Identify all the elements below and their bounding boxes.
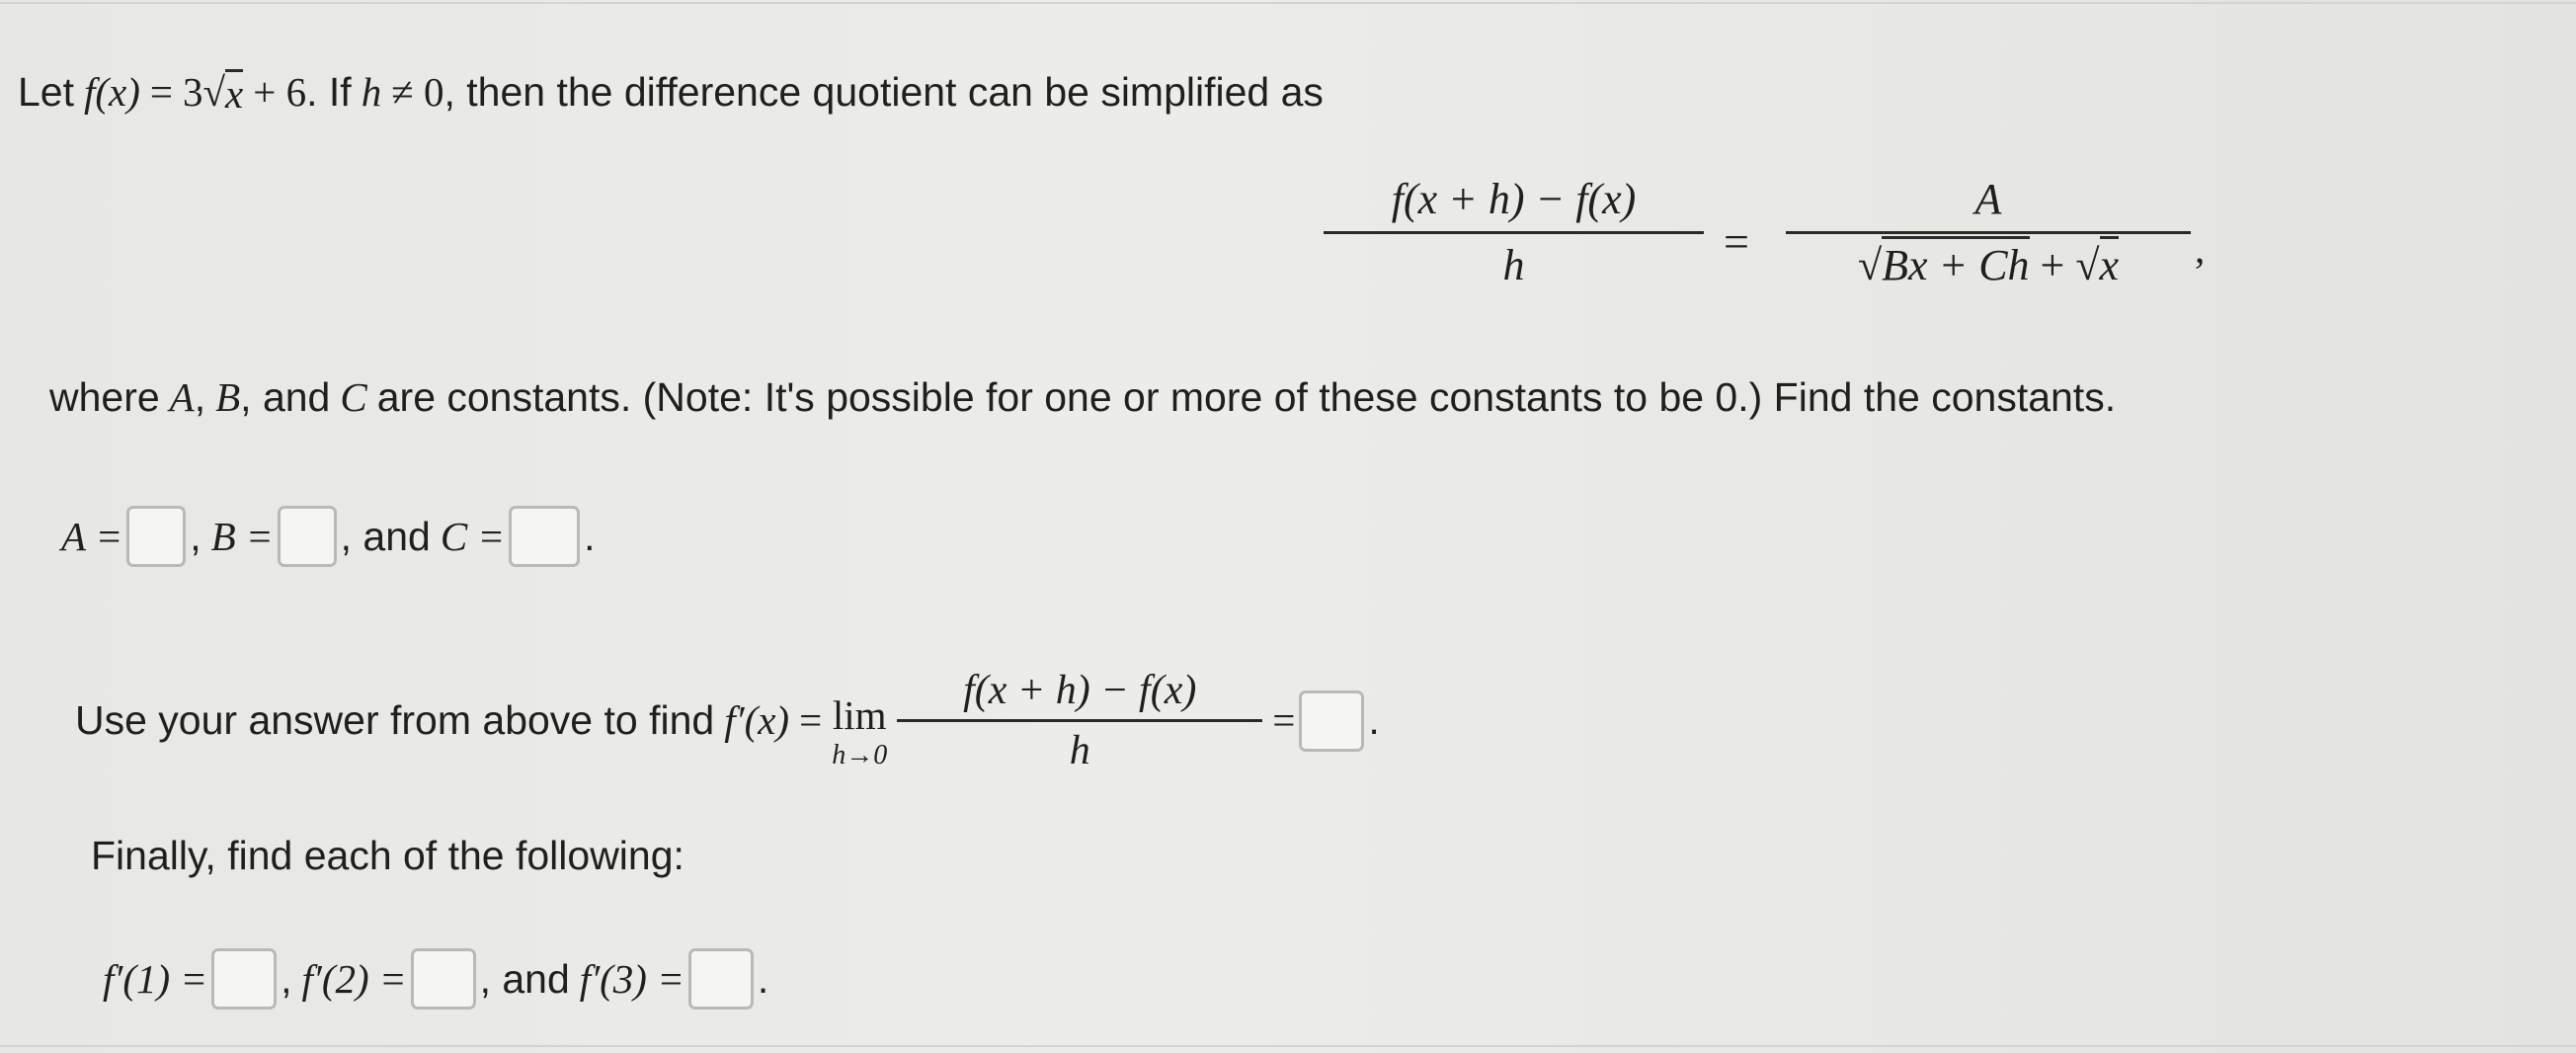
divider-bottom [0, 1045, 2576, 1047]
lhs-denominator: h [1502, 241, 1525, 289]
derivative-prefix: Use your answer from above to find [75, 697, 715, 743]
intro-eq: = [149, 68, 174, 115]
where-B: B [215, 374, 241, 420]
intro-neq0: ≠ 0 [391, 68, 444, 115]
sqrt-symbol: √ [202, 68, 226, 115]
derivative-eq: = [799, 697, 823, 743]
constants-sep2: , and [340, 513, 431, 559]
lhs-fraction [1324, 175, 1704, 289]
divider-top [0, 2, 2576, 4]
values-line [103, 948, 768, 1010]
intro-if: . If [306, 68, 352, 115]
derivative-fraction-bar [897, 719, 1262, 722]
where-A: A [169, 374, 195, 420]
values-end: . [757, 955, 769, 1002]
B-label: B = [210, 513, 274, 559]
rhs-fraction [1786, 175, 2191, 289]
derivative-line [75, 670, 1380, 771]
where-text: where [49, 374, 160, 420]
constants-line [61, 506, 595, 567]
rhs-den-inner: Bx + Ch [1882, 236, 2029, 289]
answer-C-input[interactable] [509, 506, 580, 567]
rhs-den-x: x [2100, 236, 2120, 289]
fprime2-input[interactable] [411, 948, 476, 1010]
intro-fx: f(x) [84, 68, 140, 115]
finally-text: Finally, find each of the following: [91, 833, 684, 878]
where-C: C [340, 374, 367, 420]
derivative-numerator: f(x + h) − f(x) [963, 668, 1197, 713]
intro-three: 3 [183, 68, 203, 115]
where-line [49, 374, 2117, 420]
answer-A-input[interactable] [126, 506, 186, 567]
intro-x: x [225, 71, 244, 117]
where-and: , and [240, 374, 331, 420]
intro-line [18, 69, 1324, 115]
fprime1-label: f′(1) = [103, 955, 208, 1002]
rhs-den-plus: + [2040, 241, 2065, 289]
derivative-answer-input[interactable] [1299, 690, 1364, 752]
values-sep2: , and [479, 955, 570, 1002]
values-sep1: , [281, 955, 292, 1002]
intro-tail: , then the difference quotient can be simplified as [443, 68, 1324, 115]
lhs-fraction-bar [1324, 231, 1704, 234]
rhs-denominator [1857, 241, 2120, 289]
fprime3-label: f′(3) = [579, 955, 684, 1002]
fprime1-input[interactable] [211, 948, 277, 1010]
A-label: A = [61, 513, 123, 559]
intro-plus6: + 6 [253, 68, 307, 115]
answer-B-input[interactable] [278, 506, 337, 567]
rhs-den-sqrt2-symbol: √ [2075, 241, 2100, 289]
constants-sep1: , [190, 513, 201, 559]
derivative-fraction [897, 670, 1262, 771]
where-comma1: , [194, 374, 206, 420]
rhs-den-sqrt-symbol: √ [1857, 241, 1883, 289]
limit [832, 692, 888, 770]
intro-let: Let [18, 68, 74, 115]
fprime2-label: f′(2) = [301, 955, 407, 1002]
fprime-x: f′(x) [724, 697, 790, 743]
intro-h: h [361, 68, 382, 115]
lim-sub: h→0 [832, 740, 888, 770]
lim-text: lim [832, 692, 887, 738]
where-tail: are constants. (Note: It's possible for one or more of these constants to be 0.) Find the constants. [376, 374, 2117, 420]
equation-equals: = [1724, 216, 1749, 267]
derivative-denominator: h [1069, 728, 1090, 773]
lhs-numerator: f(x + h) − f(x) [1391, 175, 1637, 223]
equation-comma: , [2195, 226, 2206, 272]
derivative-eq2: = [1272, 697, 1296, 743]
fprime3-input[interactable] [688, 948, 754, 1010]
C-label: C = [440, 513, 506, 559]
derivative-end: . [1368, 697, 1380, 743]
rhs-fraction-bar [1786, 231, 2191, 234]
constants-end: . [584, 513, 596, 559]
rhs-numerator: A [1974, 175, 2002, 223]
